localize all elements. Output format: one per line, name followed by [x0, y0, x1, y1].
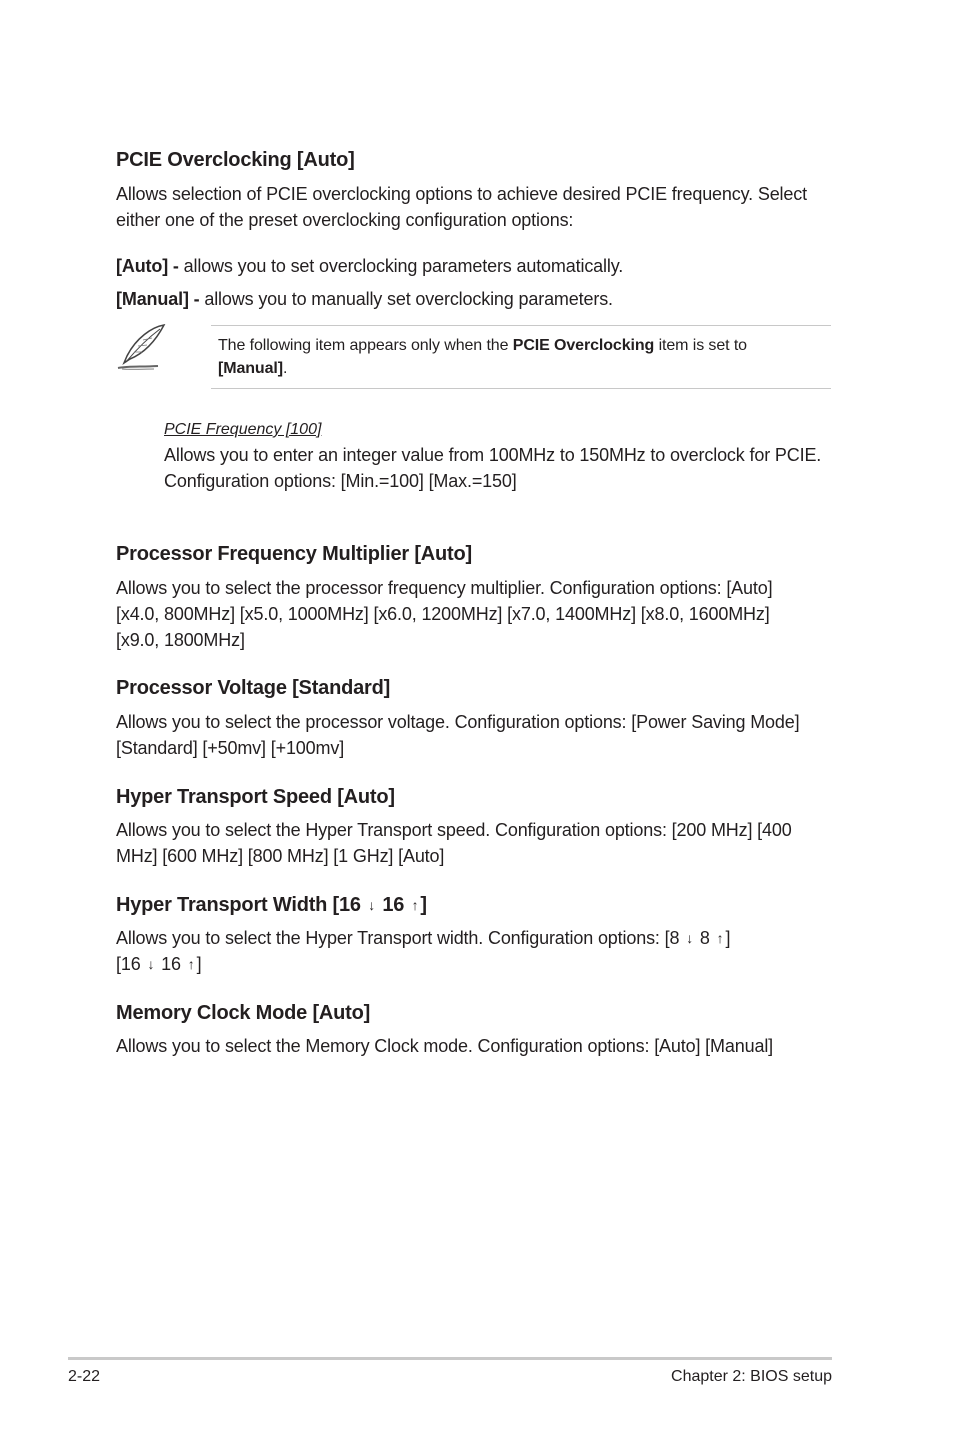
hyper-transport-speed-description: Allows you to select the Hyper Transport speed. Configuration options: [200 MHz] [400 MHz] [600 MHz] [800 MHz] [1 GHz] [Auto] [116, 820, 792, 866]
body-part: 8 [695, 928, 715, 948]
down-arrow-icon: ↓ [686, 930, 694, 946]
body-part: Allows you to select the Hyper Transport width. Configuration options: [8 [116, 928, 685, 948]
processor-frequency-multiplier-description: Allows you to select the processor frequency multiplier. Configuration options: [Auto] [x4.0, 800MHz] [x5.0, 1000MHz] [x6.0, 1200MHz] [x7.0, 1400MHz] [x8.0, 1600MHz] [x9.0, 1800MHz] [116, 578, 773, 650]
memory-clock-mode-description: Allows you to select the Memory Clock mode. Configuration options: [Auto] [Manual] [116, 1036, 774, 1056]
section-title-pcie-overclocking: PCIE Overclocking [Auto] [116, 149, 355, 171]
note-text-before: The following item appears only when the [218, 337, 513, 354]
footer-divider [68, 1357, 832, 1360]
note-text [218, 334, 818, 380]
note-bold-item: PCIE Overclocking [512, 337, 655, 354]
up-arrow-icon: ↑ [187, 956, 195, 972]
up-arrow-icon: ↑ [411, 897, 419, 913]
feather-pen-icon [114, 322, 170, 372]
pcie-frequency-description: Allows you to enter an integer value from 100MHz to 150MHz to overclock for PCIE. Configuration options: [Min.=100] [Max.=150] [164, 445, 822, 491]
note-bottom-divider [211, 388, 831, 389]
body-part: ] [196, 954, 202, 974]
section-title-processor-frequency-multiplier: Processor Frequency Multiplier [Auto] [116, 543, 472, 565]
section-title-processor-voltage: Processor Voltage [Standard] [116, 677, 391, 699]
down-arrow-icon: ↓ [147, 956, 155, 972]
section-title-hyper-transport-speed: Hyper Transport Speed [Auto] [116, 786, 395, 808]
option-text: allows you to manually set overclocking parameters. [199, 289, 613, 309]
chapter-label: Chapter 2: BIOS setup [671, 1368, 832, 1385]
processor-voltage-description: Allows you to select the processor voltage. Configuration options: [Power Saving Mode] [Standard] [+50mv] [+100mv] [116, 712, 800, 758]
title-part: 16 [377, 894, 410, 916]
note-text-after: item is set to [654, 337, 747, 354]
option-label: [Manual] - [116, 289, 200, 309]
body-part: [16 [116, 954, 146, 974]
option-label: [Auto] - [116, 256, 179, 276]
title-part: Hyper Transport Width [16 [116, 894, 367, 916]
hyper-transport-width-description [116, 925, 836, 977]
note-bold-value: [Manual] [218, 360, 283, 377]
down-arrow-icon: ↓ [368, 897, 376, 913]
note-end: . [282, 360, 288, 377]
up-arrow-icon: ↑ [716, 930, 724, 946]
option-text: allows you to set overclocking parameters automatically. [178, 256, 624, 276]
pcie-option-auto [116, 253, 836, 279]
page-number: 2-22 [68, 1368, 101, 1385]
section-title-memory-clock-mode: Memory Clock Mode [Auto] [116, 1002, 371, 1024]
note-top-divider [211, 325, 831, 326]
pcie-option-manual [116, 286, 836, 312]
body-part: ] [725, 928, 731, 948]
section-title-hyper-transport-width [116, 893, 427, 917]
body-part: 16 [156, 954, 186, 974]
subsection-title-pcie-frequency: PCIE Frequency [100] [164, 421, 322, 438]
title-part: ] [420, 894, 427, 916]
pcie-overclocking-description: Allows selection of PCIE overclocking options to achieve desired PCIE frequency. Select either one of the preset overclocking configuration options: [116, 184, 807, 230]
